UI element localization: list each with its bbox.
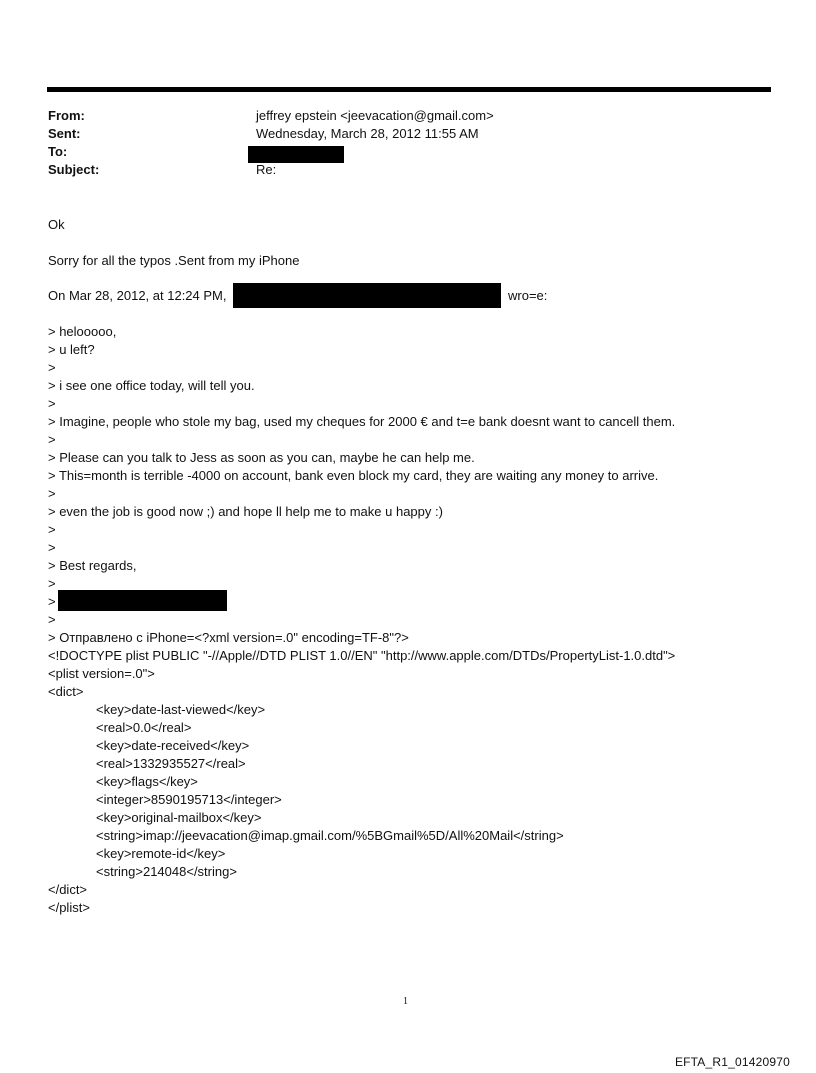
quoted-line: > xyxy=(48,360,56,375)
plist-entry: <integer>8590195713</integer> xyxy=(96,792,282,807)
signature-text: Sorry for all the typos .Sent from my iPhone xyxy=(48,253,300,268)
quoted-line: > xyxy=(48,594,56,609)
signature-redaction xyxy=(58,590,227,611)
quoted-line: > i see one office today, will tell you. xyxy=(48,378,255,393)
quoted-line: > xyxy=(48,432,56,447)
plist-line: <plist version=.0"> xyxy=(48,666,155,681)
plist-entry: <key>original-mailbox</key> xyxy=(96,810,262,825)
quote-intro-suffix: wro=e: xyxy=(508,288,548,303)
plist-entry: <real>1332935527</real> xyxy=(96,756,246,771)
from-label: From: xyxy=(48,108,85,123)
quoted-line: > xyxy=(48,540,56,555)
sent-label: Sent: xyxy=(48,126,81,141)
quote-intro-prefix: On Mar 28, 2012, at 12:24 PM, xyxy=(48,288,227,303)
quoted-line: > Отправлено с iPhone=<?xml version=.0" encoding=TF-8"?> xyxy=(48,630,409,645)
sent-value: Wednesday, March 28, 2012 11:55 AM xyxy=(256,126,479,141)
to-label: To: xyxy=(48,144,68,159)
quoted-line: > xyxy=(48,612,56,627)
plist-entry: <string>214048</string> xyxy=(96,864,237,879)
quoted-line: > This=month is terrible -4000 on account, bank even block my card, they are waiting any money to arrive. xyxy=(48,468,659,483)
plist-entry: <key>date-last-viewed</key> xyxy=(96,702,266,717)
plist-entry: <key>date-received</key> xyxy=(96,738,250,753)
plist-line: <!DOCTYPE plist PUBLIC "-//Apple//DTD PLIST 1.0//EN" "http://www.apple.com/DTDs/PropertyList-1.0.dtd"> xyxy=(48,648,676,663)
quoted-line: > xyxy=(48,522,56,537)
quoted-line: > u left? xyxy=(48,342,95,357)
document-id: EFTA_R1_01420970 xyxy=(674,1055,790,1069)
quoted-line: > Please can you talk to Jess as soon as you can, maybe he can help me. xyxy=(48,450,475,465)
plist-close-line: </plist> xyxy=(48,900,90,915)
quoted-line: > helooooo, xyxy=(48,324,117,339)
quoted-line: > Imagine, people who stole my bag, used my cheques for 2000 € and t=e bank doesnt want to cancell them. xyxy=(48,414,676,429)
plist-close-line: </dict> xyxy=(48,882,88,897)
sender-redaction xyxy=(233,283,501,308)
quoted-line: > even the job is good now ;) and hope ll help me to make u happy :) xyxy=(48,504,443,519)
header-rule xyxy=(47,87,771,92)
reply-text: Ok xyxy=(48,217,65,232)
page-number: 1 xyxy=(403,996,408,1007)
quoted-line: > Best regards, xyxy=(48,558,137,573)
subject-value: Re: xyxy=(256,162,277,177)
quoted-line: > xyxy=(48,396,56,411)
subject-label: Subject: xyxy=(48,162,100,177)
plist-entry: <key>flags</key> xyxy=(96,774,198,789)
to-redaction xyxy=(248,146,344,163)
from-value: jeffrey epstein <jeevacation@gmail.com> xyxy=(256,108,494,123)
quoted-line: > xyxy=(48,576,56,591)
plist-entry: <key>remote-id</key> xyxy=(96,846,226,861)
plist-entry: <real>0.0</real> xyxy=(96,720,192,735)
quoted-line: > xyxy=(48,486,56,501)
plist-line: <dict> xyxy=(48,684,84,699)
plist-entry: <string>imap://jeevacation@imap.gmail.com/%5BGmail%5D/All%20Mail</string> xyxy=(96,828,564,843)
